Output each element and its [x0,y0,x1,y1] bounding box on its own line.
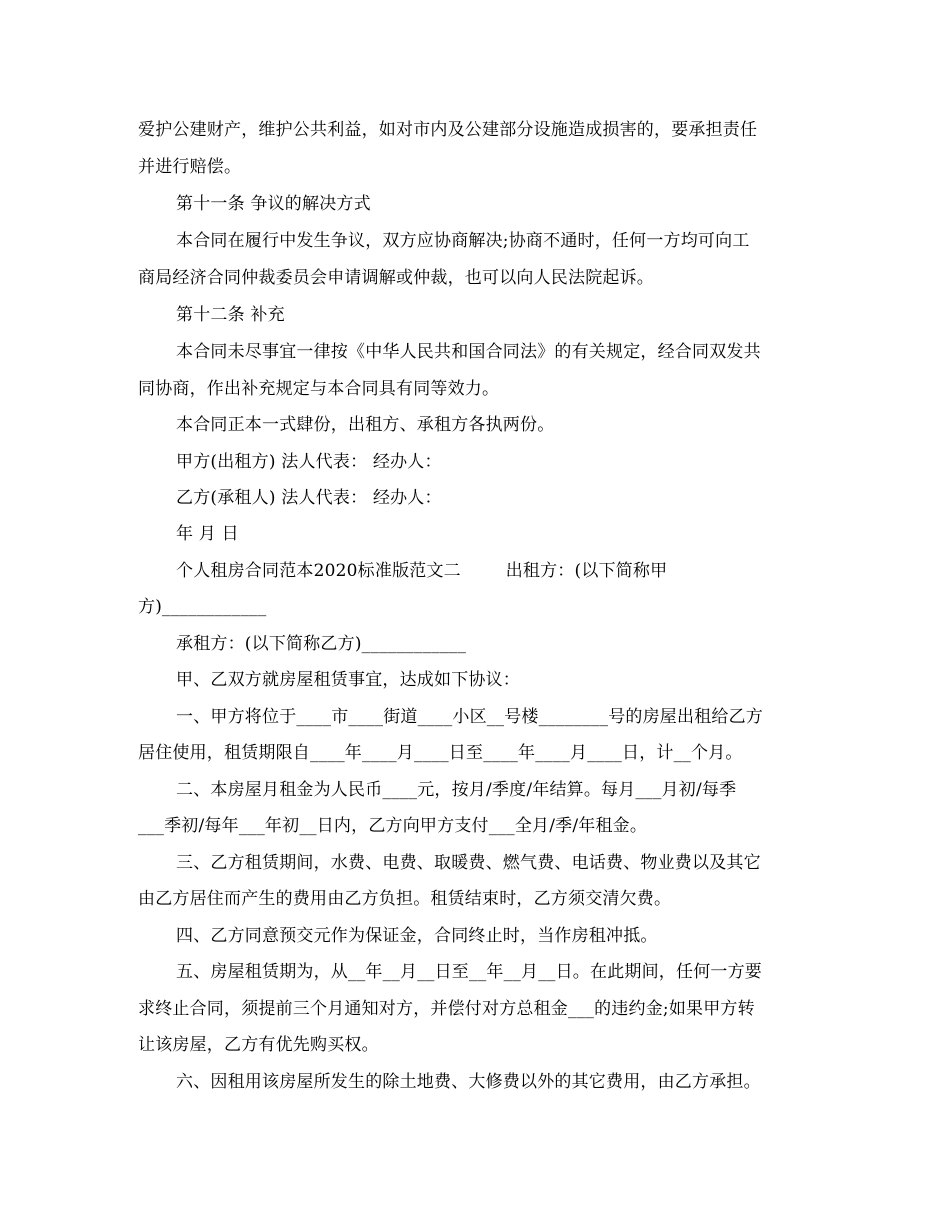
text-line-14: 方)____________ [138,597,267,617]
article-11-heading: 第十一条 争议的解决方式 [176,194,371,214]
party-b-signature-line: 乙方(承租人) 法人代表： 经办人： [176,488,442,508]
date-line: 年 月 日 [176,524,239,544]
clause-2-line-1: 二、本房屋月租金为人民币____元，按月/季度/年结算。每月___月初/每季 [176,780,737,800]
lessee-line: 承租方：(以下简称乙方)____________ [176,634,467,654]
clause-6-line-1: 六、因租用该房屋所发生的除土地费、大修费以外的其它费用，由乙方承担。 [176,1072,761,1092]
party-a-signature-line: 甲方(出租方) 法人代表： 经办人： [176,452,442,472]
text-line-1: 爱护公建财产，维护公共利益，如对市内及公建部分设施造成损害的，要承担责任 [138,120,758,140]
clause-5-line-3: 让该房屋，乙方有优先购买权。 [138,1035,379,1055]
text-line-5: 商局经济合同仲裁委员会申请调解或仲裁，也可以向人民法院起诉。 [138,268,654,288]
clause-2-line-2: ___季初/每年___年初__日内，乙方向甲方支付___全月/季/年租金。 [138,816,648,836]
text-line-4: 本合同在履行中发生争议，双方应协商解决;协商不通时，任何一方均可向工 [176,231,750,251]
text-line-8: 同协商，作出补充规定与本合同具有同等效力。 [138,379,500,399]
clause-3-line-2: 由乙方居住而产生的费用由乙方负担。租赁结束时，乙方须交清欠费。 [138,889,672,909]
clause-1-line-2: 居住使用，租赁期限自____年____月____日至____年____月____日，计__个月。 [138,743,743,763]
text-line-9: 本合同正本一式肆份，出租方、承租方各执两份。 [176,415,555,435]
clause-1-line-1: 一、甲方将位于____市____街道____小区__号楼________号的房屋出租给乙方 [176,707,763,727]
clause-5-line-1: 五、房屋租赁期为，从__年__月__日至__年__月__日。在此期间，任何一方要 [176,962,762,982]
text-line-2: 并进行赔偿。 [138,157,242,177]
article-12-heading: 第十二条 补充 [176,305,285,325]
clause-3-line-1: 三、乙方租赁期间，水费、电费、取暖费、燃气费、电话费、物业费以及其它 [176,853,761,873]
clause-5-line-2: 求终止合同，须提前三个月通知对方，并偿付对方总租金___的违约金;如果甲方转 [138,999,755,1019]
contract-two-title: 个人租房合同范本2020标准版范文二 出租方：(以下简称甲 [176,561,668,581]
text-line-16: 甲、乙双方就房屋租赁事宜，达成如下协议： [176,670,520,690]
text-line-7: 本合同未尽事宜一律按《中华人民共和国合同法》的有关规定，经合同双发共 [176,342,761,362]
clause-4-line-1: 四、乙方同意预交元作为保证金，合同终止时，当作房租冲抵。 [176,926,658,946]
